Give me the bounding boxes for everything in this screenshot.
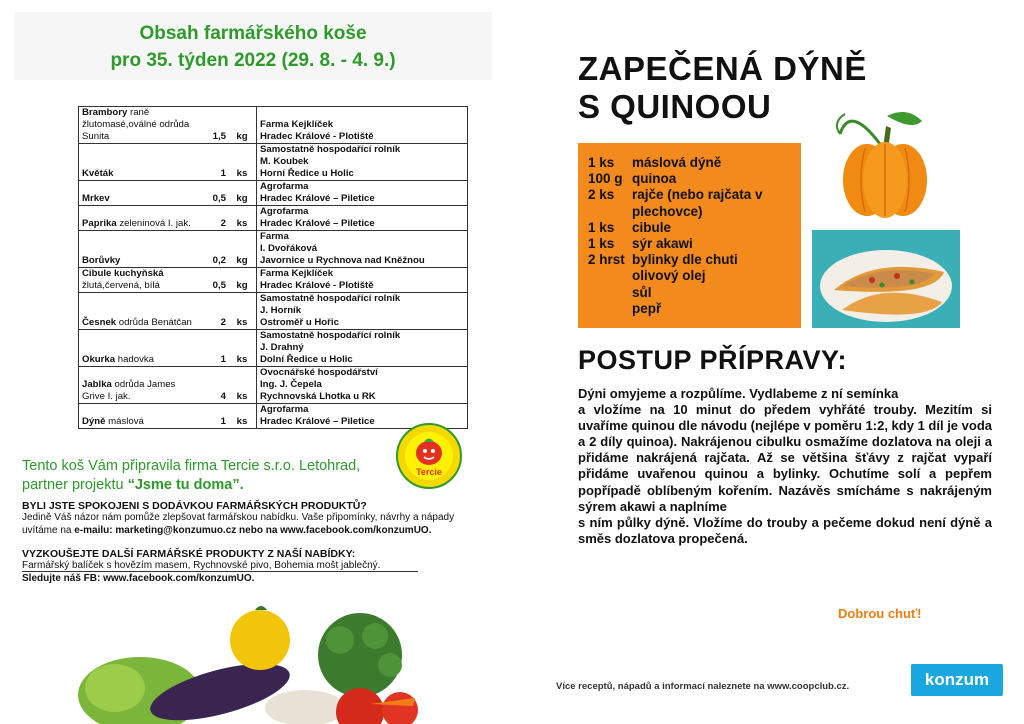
product-amount: 1 — [201, 330, 228, 367]
product-amount: 2 — [201, 206, 228, 231]
product-name: Okurka — [82, 354, 116, 365]
survey-text2 — [22, 525, 500, 538]
supplier-line: I. Dvořáková — [260, 243, 318, 254]
product-row — [79, 330, 468, 367]
ingredients-list — [588, 155, 782, 317]
survey-heading: BYLI JSTE SPOKOJENI S DODÁVKOU FARMÁŘSKÝCH PRODUKTŮ? — [22, 500, 367, 512]
product-name-cell — [79, 206, 202, 231]
product-unit: kg — [228, 107, 257, 144]
product-amount: 1 — [201, 144, 228, 181]
supplier-line: Farma Kejklíček — [260, 119, 334, 130]
tercie-note-line1: Tento koš Vám připravila firma Tercie s.r.o. Letohrad, — [22, 458, 361, 474]
supplier-line: Javornice u Rychnova nad Kněžnou — [260, 255, 425, 266]
product-row — [79, 181, 468, 206]
supplier-line: Ostroměř u Hořic — [260, 317, 339, 328]
basket-title-line2: pro 35. týden 2022 (29. 8. - 4. 9.) — [110, 50, 396, 71]
product-desc: žlutá,červená, bílá — [82, 280, 160, 291]
tercie-logo — [396, 423, 462, 489]
product-name: Jablka — [82, 379, 112, 390]
supplier-line: Samostatně hospodařící rolník — [260, 330, 401, 341]
ingredient-qty: 2 hrst — [588, 252, 625, 268]
product-row — [79, 107, 468, 144]
product-name: Česnek — [82, 317, 117, 328]
pumpkin-image — [825, 104, 940, 220]
postup-text — [578, 386, 992, 547]
supplier-line: Farma Kejklíček — [260, 268, 334, 279]
product-name: Brambory — [82, 107, 128, 118]
product-name-cell — [79, 330, 202, 367]
tercie-note — [22, 457, 382, 495]
ingredient-item: sůl — [632, 284, 652, 300]
product-supplier — [257, 181, 468, 206]
closing-wish: Dobrou chuť! — [838, 606, 922, 621]
ingredient-item: pepř — [632, 300, 662, 316]
product-amount: 1,5 — [201, 107, 228, 144]
ingredient-qty — [588, 268, 632, 284]
product-row — [79, 293, 468, 330]
recipe-title-line1: ZAPEČENÁ DÝNĚ — [578, 50, 867, 87]
supplier-line: J. Horník — [260, 305, 302, 316]
ingredient-qty: 1 ks — [588, 236, 615, 252]
ingredient-qty — [588, 301, 632, 317]
supplier-line: Ing. J. Čepela — [260, 379, 322, 390]
ingredient-item: rajče (nebo rajčata v plechovce) — [632, 187, 763, 219]
product-amount: 1 — [201, 404, 228, 429]
product-row — [79, 231, 468, 268]
product-supplier — [257, 107, 468, 144]
survey-text2-prefix: uvítáme na — [22, 524, 75, 536]
ingredient-item: olivový olej — [632, 268, 706, 284]
ingredient-qty: 1 ks — [588, 155, 615, 170]
product-unit: kg — [228, 268, 257, 293]
ingredient-item: sýr akawi — [632, 236, 693, 252]
postup-line2: a vložíme na 10 minut do předem vyhřáté trouby. Mezitím si uvaříme quinou dle návodu (nejlépe v poměru 1:2, kdy 1 díl je voda a 2 díly quinoa). Nakrájenou cibulku osmažíme dozlatova na oleji a přidáme nakrájená rajčata. Až se většina šťávy z rajčat vypaří přidáme uvařenou quinou a bylinky. Ochutíme solí a pepřem popřípadě oblíbeným kořením. Nazávěs smícháme s nakrájeným sýrem akawi a naplníme — [578, 402, 992, 514]
supplier-line: Hradec Králové – Piletice — [260, 416, 375, 427]
product-unit: kg — [228, 231, 257, 268]
product-desc: raně žlutomasé,oválné odrůda Sunita — [82, 107, 190, 142]
product-supplier — [257, 206, 468, 231]
product-supplier — [257, 144, 468, 181]
ingredient-qty: 2 ks — [588, 187, 615, 203]
product-name: Paprika — [82, 218, 117, 229]
postup-line1: Dýni omyjeme a rozpůlíme. Vydlabeme z ní semínka — [578, 386, 899, 401]
product-unit: ks — [228, 367, 257, 404]
tercie-note-prefix: partner projektu — [22, 477, 128, 493]
supplier-line: Hradec Králové – Piletice — [260, 218, 375, 229]
product-amount: 2 — [201, 293, 228, 330]
supplier-line: Agrofarma — [260, 404, 309, 415]
product-supplier — [257, 231, 468, 268]
ingredient-row — [588, 187, 782, 219]
product-name-cell — [79, 107, 202, 144]
ingredient-item: cibule — [632, 219, 672, 235]
product-desc: zeleninová I. jak. — [116, 218, 191, 229]
ingredient-row — [588, 171, 782, 187]
ingredient-row — [588, 301, 782, 317]
supplier-line: Samostatně hospodařící rolník — [260, 144, 401, 155]
postup-line3: s ním půlky dýně. Vložíme do trouby a pečeme dokud není dýně a směs dozlatova propečená. — [578, 514, 992, 546]
product-unit: ks — [228, 330, 257, 367]
product-name: Borůvky — [82, 255, 121, 266]
ingredient-row — [588, 220, 782, 236]
product-desc: odrůda Benátčan — [116, 317, 192, 328]
basket-title — [14, 20, 492, 74]
footer-note[interactable]: Více receptů, nápadů a informací naleznete na www.coopclub.cz. — [556, 681, 850, 692]
ingredient-item: quinoa — [632, 171, 677, 187]
product-unit: ks — [228, 293, 257, 330]
product-supplier — [257, 268, 468, 293]
product-name-cell — [79, 268, 202, 293]
ingredient-row — [588, 252, 782, 268]
product-row — [79, 268, 468, 293]
supplier-line: M. Koubek — [260, 156, 309, 167]
supplier-line: Horní Ředice u Holic — [260, 168, 354, 179]
supplier-line: Hradec Králové - Plotiště — [260, 131, 374, 142]
tercie-note-slogan: “Jsme tu doma”. — [127, 477, 244, 493]
survey-contact[interactable]: e-mailu: marketing@konzumuo.cz nebo na www.facebook.com/konzumUO. — [74, 524, 432, 536]
product-amount: 0,2 — [201, 231, 228, 268]
supplier-line: Rychnovská Lhotka u RK — [260, 391, 376, 402]
product-desc: odrůda James Grive I. jak. — [82, 379, 176, 402]
product-name: Cibule kuchyňská — [82, 268, 164, 279]
recipe-title-line2: S QUINOOU — [578, 88, 772, 125]
postup-heading: POSTUP PŘÍPRAVY: — [578, 345, 848, 375]
product-name-cell — [79, 404, 202, 429]
ingredient-qty: 1 ks — [588, 219, 615, 235]
product-name-cell — [79, 293, 202, 330]
facebook-link[interactable]: Sledujte náš FB: www.facebook.com/konzumUO. — [22, 572, 255, 584]
product-unit: ks — [228, 144, 257, 181]
survey-section — [22, 500, 500, 537]
product-row — [79, 144, 468, 181]
ingredient-qty — [588, 285, 632, 301]
supplier-line: Dolní Ředice u Holic — [260, 354, 353, 365]
products-table — [78, 106, 468, 429]
product-name-cell — [79, 367, 202, 404]
product-amount: 0,5 — [201, 268, 228, 293]
ingredient-item: máslová dýně — [632, 155, 722, 170]
supplier-line: Agrofarma — [260, 206, 309, 217]
vegetables-image — [70, 600, 420, 724]
konzum-logo: konzum — [911, 664, 1003, 696]
tercie-note-line2 — [22, 476, 382, 495]
dish-image — [812, 230, 960, 328]
recipe-title — [578, 50, 867, 126]
product-row — [79, 206, 468, 231]
product-unit: kg — [228, 181, 257, 206]
product-unit: ks — [228, 206, 257, 231]
supplier-line: J. Drahný — [260, 342, 304, 353]
tercie-logo-text: Tercie — [416, 467, 442, 477]
supplier-line: Hradec Králové - Plotiště — [260, 280, 374, 291]
supplier-line: Agrofarma — [260, 181, 309, 192]
basket-title-line1: Obsah farmářského koše — [139, 23, 367, 44]
ingredient-item: bylinky dle chuti — [632, 252, 738, 268]
product-name-cell — [79, 144, 202, 181]
more-products-section — [22, 548, 500, 585]
supplier-line: Ovocnářské hospodářství — [260, 367, 378, 378]
product-name: Mrkev — [82, 193, 110, 204]
ingredient-row — [588, 155, 782, 171]
product-desc: máslová — [105, 416, 144, 427]
product-name-cell — [79, 181, 202, 206]
more-products-heading: VYZKOUŠEJTE DALŠÍ FARMÁŘSKÉ PRODUKTY Z NAŠÍ NABÍDKY: — [22, 548, 356, 560]
product-row — [79, 367, 468, 404]
product-unit: ks — [228, 404, 257, 429]
product-desc: hadovka — [115, 354, 155, 365]
product-name: Dýně — [82, 416, 106, 427]
product-amount: 4 — [201, 367, 228, 404]
ingredient-row — [588, 268, 782, 284]
product-supplier — [257, 293, 468, 330]
ingredient-qty: 100 g — [588, 171, 623, 187]
supplier-line: Hradec Králové – Piletice — [260, 193, 375, 204]
ingredient-row — [588, 236, 782, 252]
ingredient-row — [588, 285, 782, 301]
product-name: Květák — [82, 168, 114, 179]
product-name-cell — [79, 231, 202, 268]
divider-line — [22, 571, 418, 572]
product-supplier — [257, 367, 468, 404]
supplier-line: Samostatně hospodařící rolník — [260, 293, 401, 304]
product-supplier — [257, 330, 468, 367]
survey-text1: Jedině Váš názor nám pomůže zlepšovat farmářskou nabídku. Vaše připomínky, návrhy a nápady — [22, 512, 455, 523]
supplier-line: Farma — [260, 231, 289, 242]
product-amount: 0,5 — [201, 181, 228, 206]
more-products-text: Farmářský balíček s hovězím masem, Rychnovské pivo, Bohemia mošt jablečný. — [22, 560, 381, 571]
